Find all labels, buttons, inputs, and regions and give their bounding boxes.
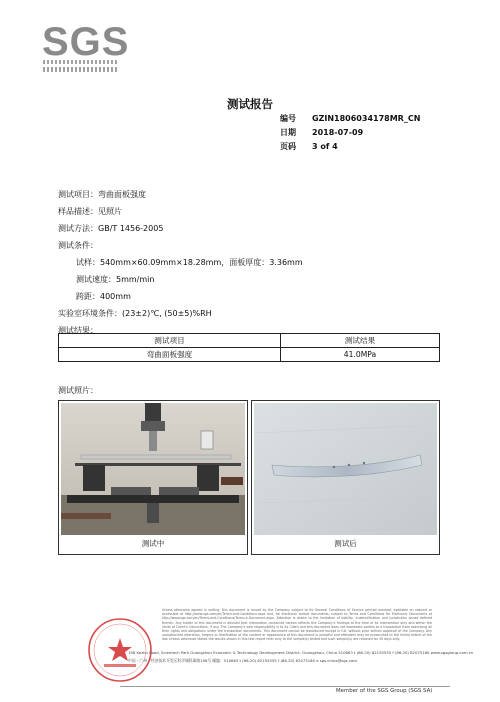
table-cell: 弯曲面板强度 xyxy=(59,348,281,362)
footer-member-text: Member of the SGS Group (SGS SA) xyxy=(336,688,433,694)
meta-value: 2018-07-09 xyxy=(312,128,364,137)
field-value: 见照片 xyxy=(98,207,122,216)
field-method xyxy=(58,220,303,237)
field-lab-environment xyxy=(58,305,303,322)
meta-value: GZIN1806034178MR_CN xyxy=(312,114,421,123)
meta-label: 页码 xyxy=(280,142,296,151)
table-header-cell: 测试结果 xyxy=(280,334,439,348)
field-value: 540mm×60.09mm×18.28mm，面板厚度：3.36mm xyxy=(100,258,303,267)
field-label: 实验室环境条件： xyxy=(58,309,122,318)
table-header-row xyxy=(59,334,440,348)
field-value: 5mm/min xyxy=(116,275,155,284)
field-label: 样品描述： xyxy=(58,207,98,216)
photo-caption: 测试后 xyxy=(334,539,357,548)
field-specimen xyxy=(58,254,303,271)
testing-machine-photo xyxy=(61,403,245,535)
field-speed xyxy=(58,271,303,288)
report-title: 测试报告 xyxy=(227,97,273,111)
meta-label: 编号 xyxy=(280,114,296,123)
field-sample xyxy=(58,203,303,220)
meta-label: 日期 xyxy=(280,128,296,137)
footer-address-cn: 中国・广州・经济技术开发区科学城科珠路198号 邮编：510663 t (86-20) 82155555 f (86-20) 82075180 e sgs.china@sgs.com xyxy=(128,658,358,663)
photo-after-test xyxy=(251,400,440,555)
photos-label: 测试照片： xyxy=(58,386,98,395)
field-label: 试样： xyxy=(76,258,100,267)
results-table xyxy=(58,333,440,362)
footer-address-en: 198 Kezhu Road, Scientech Park Guangzhou Economic & Technology Development District, Guangzhou, China 510663 t (86-20) 82155555 f (86-20) 82075180 www.sgsgroup.com.cn xyxy=(128,650,474,655)
field-value: 400mm xyxy=(100,292,131,301)
table-cell: 41.0MPa xyxy=(280,348,439,362)
field-label: 测试速度： xyxy=(76,275,116,284)
meta-page xyxy=(280,140,420,154)
logo-text: SGS xyxy=(42,20,130,64)
field-value: GB/T 1456-2005 xyxy=(98,224,164,233)
field-label: 测试方法： xyxy=(58,224,98,233)
footer-divider xyxy=(120,686,450,687)
meta-date xyxy=(280,126,420,140)
field-value: 弯曲面板强度 xyxy=(98,190,146,199)
table-header-cell: 测试项目 xyxy=(59,334,281,348)
report-meta xyxy=(280,112,420,154)
logo-lines-graphic xyxy=(42,58,122,74)
field-value: (23±2)℃, (50±5)%RH xyxy=(122,309,212,318)
field-label: 测试项目： xyxy=(58,190,98,199)
sgs-logo xyxy=(42,20,130,68)
field-label: 跨距： xyxy=(76,292,100,301)
photo-caption: 测试中 xyxy=(141,539,165,548)
field-conditions-label: 测试条件： xyxy=(58,241,98,250)
meta-value: 3 of 4 xyxy=(312,142,338,151)
field-test-item xyxy=(58,186,303,203)
photo-during-test xyxy=(58,400,248,555)
legal-disclaimer: Unless otherwise agreed in writing, this document is issued by the Company subject to its General Conditions of Service printed overleaf, available on request or accessible at http://www.sgs.com/en/Terms-and-Conditions.aspx and, for electronic format documents, subject to Terms and Conditions for Electronic Documents at http://www.sgs.com/en/Terms-and-Conditions/Terms-e-Document.aspx. Attention is drawn to the limitation of liability, indemnification and jurisdiction issues defined therein. Any holder of this document is advised that information contained hereon reflects the Company's findings at the time of its intervention only and within the limits of Client's instructions, if any. The Company's sole responsibility is to its Client and this document does not exonerate parties to a transaction from exercising all their rights and obligations under the transaction documents. This document cannot be reproduced except in full, without prior written approval of the Company. Any unauthorized alteration, forgery or falsification of the content or appearance of this document is unlawful and offenders may be prosecuted to the fullest extent of the law. Unless otherwise stated the results shown in this test report refer only to the sample(s) tested and such sample(s) are retained for 30 days only. xyxy=(162,608,432,642)
tested-panel-photo xyxy=(254,403,437,535)
field-results-label: 测试结果： xyxy=(58,326,98,335)
report-body xyxy=(58,186,303,339)
meta-report-number xyxy=(280,112,420,126)
field-span xyxy=(58,288,303,305)
table-row xyxy=(59,348,440,362)
